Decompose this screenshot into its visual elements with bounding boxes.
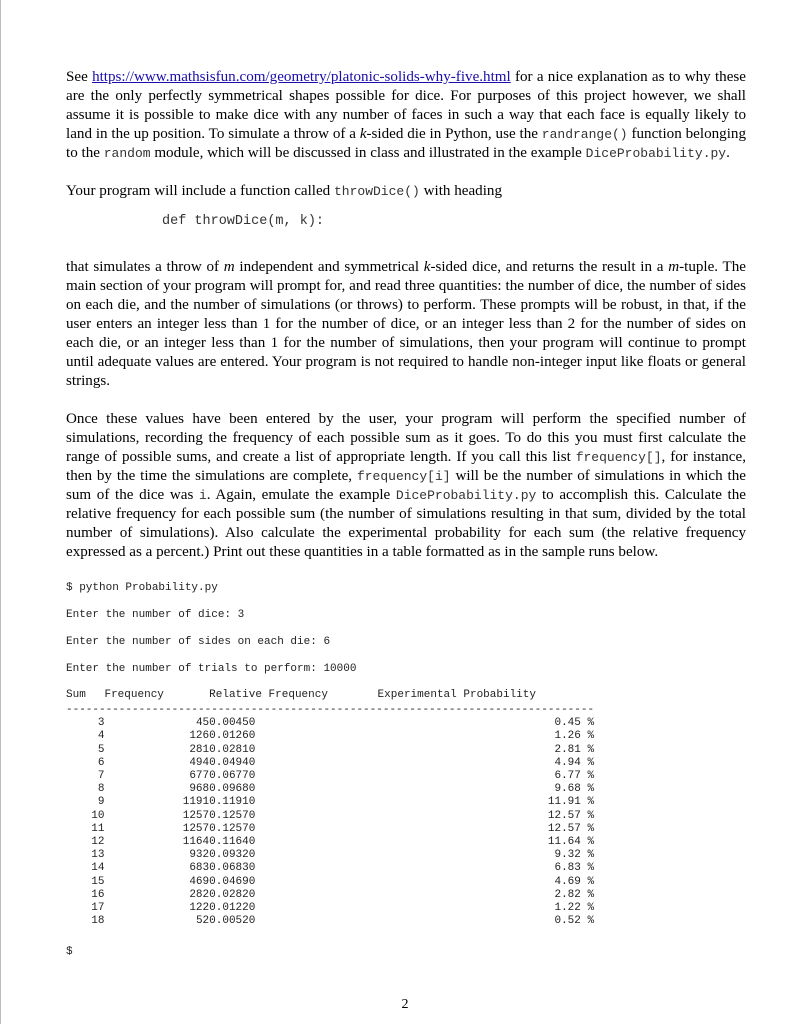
table-row [66, 717, 594, 730]
cell-experimental-probability: 9.68 % [554, 783, 595, 796]
cell-sum: 18 [91, 915, 105, 928]
header-sum: Sum [66, 689, 86, 701]
cell-relative-frequency: 0.01220 [209, 901, 256, 914]
sample-run-output [66, 581, 746, 958]
cell-sum: 7 [97, 770, 105, 783]
cell-experimental-probability: 11.64 % [547, 835, 595, 848]
cell-experimental-probability: 6.77 % [554, 770, 595, 783]
cell-relative-frequency: 0.06830 [209, 862, 256, 875]
header-frequency: Frequency [104, 689, 164, 701]
cell-frequency: 122 [189, 901, 210, 914]
shell-prompt: $ [66, 946, 73, 959]
table-row [66, 783, 594, 796]
table-row [66, 862, 594, 875]
cell-experimental-probability: 4.69 % [554, 875, 595, 888]
inline-code: random [103, 146, 151, 161]
header-experimental-probability: Experimental Probability [377, 689, 536, 701]
page-number: 2 [401, 997, 409, 1012]
cell-experimental-probability: 0.52 % [554, 915, 595, 928]
cell-relative-frequency: 0.02810 [209, 743, 256, 756]
prompt-dice: Enter the number of dice: 3 [66, 609, 245, 621]
inline-code: DiceProbability.py [585, 146, 727, 161]
table-header-row [66, 688, 594, 704]
cell-frequency: 494 [189, 756, 210, 769]
cell-frequency: 1191 [182, 796, 210, 809]
cell-frequency: 1164 [182, 835, 210, 848]
platonic-solids-link[interactable]: https://www.mathsisfun.com/geometry/platonic-solids-why-five.html [92, 69, 511, 85]
table-row [66, 915, 594, 928]
cell-relative-frequency: 0.06770 [209, 770, 256, 783]
paragraph-frequency: Once these values have been entered by the user, your program will perform the specified number of simulations, recording the frequency of each possible sum as it goes. To do this you must first calculate the range of possible sums, and create a list of appropriate length. If you call this list frequency[], for instance, then by the time the simulations are complete, frequency[i] will be the number of simulations in which the sum of the dice was i. Again, emulate the example DiceProbability.py to accomplish this. Calculate the relative frequency for each possible sum (the number of simulations resulting in that sum, divided by the total number of simulations). Also calculate the experimental probability for each sum (the relative frequency expressed as a percent.) Print out these quantities in a table formatted as in the sample runs below. [66, 411, 746, 560]
cell-experimental-probability: 1.26 % [554, 730, 595, 743]
cell-experimental-probability: 6.83 % [554, 862, 595, 875]
table-row [66, 875, 594, 888]
prompt-sides: Enter the number of sides on each die: 6 [66, 636, 331, 648]
inline-code: DiceProbability.py [395, 488, 537, 503]
cell-relative-frequency: 0.04690 [209, 875, 256, 888]
inline-code: i [198, 488, 207, 503]
cell-sum: 3 [97, 717, 105, 730]
table-row [66, 836, 594, 849]
cell-sum: 4 [97, 730, 105, 743]
cell-sum: 13 [91, 849, 105, 862]
cell-sum: 16 [91, 888, 105, 901]
cell-sum: 15 [91, 875, 105, 888]
results-body [66, 717, 594, 928]
cell-frequency: 1257 [182, 822, 210, 835]
cell-experimental-probability: 0.45 % [554, 717, 595, 730]
cell-frequency: 932 [189, 849, 210, 862]
table-row [66, 770, 594, 783]
cell-experimental-probability: 12.57 % [547, 822, 595, 835]
cell-frequency: 683 [189, 862, 210, 875]
cell-experimental-probability: 1.22 % [554, 901, 595, 914]
cell-sum: 11 [91, 822, 105, 835]
cell-relative-frequency: 0.01260 [209, 730, 256, 743]
cell-experimental-probability: 11.91 % [547, 796, 595, 809]
cell-experimental-probability: 9.32 % [554, 849, 595, 862]
cell-frequency: 968 [189, 783, 210, 796]
inline-code: frequency[i] [356, 469, 451, 484]
prompt-trials: Enter the number of trials to perform: 10000 [66, 663, 357, 675]
inline-code: randrange() [541, 127, 628, 142]
cell-experimental-probability: 4.94 % [554, 756, 595, 769]
cell-sum: 10 [91, 809, 105, 822]
cell-frequency: 677 [189, 770, 210, 783]
table-row [66, 849, 594, 862]
table-row [66, 889, 594, 902]
table-row [66, 730, 594, 743]
table-row [66, 757, 594, 770]
cell-sum: 9 [97, 796, 105, 809]
inline-code: frequency[] [575, 450, 662, 465]
table-row [66, 744, 594, 757]
table-row [66, 902, 594, 915]
table-row [66, 796, 594, 809]
cell-sum: 6 [97, 756, 105, 769]
cell-relative-frequency: 0.00520 [209, 915, 256, 928]
cell-sum: 8 [97, 783, 105, 796]
cell-relative-frequency: 0.09680 [209, 783, 256, 796]
table-row [66, 810, 594, 823]
cell-relative-frequency: 0.11640 [209, 835, 256, 848]
cell-relative-frequency: 0.11910 [209, 796, 256, 809]
cell-experimental-probability: 12.57 % [547, 809, 595, 822]
cell-relative-frequency: 0.02820 [209, 888, 256, 901]
table-row [66, 823, 594, 836]
cell-sum: 5 [97, 743, 105, 756]
cell-frequency: 45 [195, 717, 210, 730]
separator-row [66, 704, 594, 717]
cell-sum: 12 [91, 835, 105, 848]
cell-frequency: 1257 [182, 809, 210, 822]
cell-sum: 17 [91, 901, 105, 914]
inline-code: throwDice() [334, 184, 420, 199]
separator-line: -------------------------------------------------------------------------------- [66, 704, 595, 717]
cell-experimental-probability: 2.81 % [554, 743, 595, 756]
cell-frequency: 469 [189, 875, 210, 888]
paragraph-intro: See https://www.mathsisfun.com/geometry/platonic-solids-why-five.html for a nice explanation as to why these are the only perfectly symmetrical shapes possible for dice. For purposes of this project however, we shall assume it is possible to make dice with any number of faces in such a way that each face is equally likely to land in the up position. To simulate a throw of a k-sided die in Python, use the randrange() function belonging to the random module, which will be discussed in class and illustrated in the example DiceProbability.py. [66, 69, 746, 161]
paragraph-simulation: that simulates a throw of m independent and symmetrical k-sided dice, and returns the result in a m-tuple. The main section of your program will prompt for, and read three quantities: the number of dice, the number of sides on each die, and the number of simulations (or throws) to perform. These prompts will be robust, in that, if the user enters an integer less than 1 for the number of dice, or an integer less than 2 for the number of sides on each die, or an integer less than 1 for the number of simulations, then your program will continue to prompt until adequate values are entered. Your program is not required to handle non-integer input like floats or general strings. [66, 259, 746, 389]
function-heading-code: def throwDice(m, k): [162, 214, 325, 229]
cell-relative-frequency: 0.04940 [209, 756, 256, 769]
results-table [66, 688, 594, 928]
cell-experimental-probability: 2.82 % [554, 888, 595, 901]
cell-relative-frequency: 0.00450 [209, 717, 256, 730]
cell-sum: 14 [91, 862, 105, 875]
cell-frequency: 52 [195, 915, 210, 928]
cell-frequency: 126 [189, 730, 210, 743]
cell-relative-frequency: 0.12570 [209, 809, 256, 822]
page-left-border [0, 0, 1, 1024]
paragraph-function: Your program will include a function called throwDice() with heading [66, 183, 502, 199]
document-page [66, 68, 746, 958]
cell-frequency: 282 [189, 888, 210, 901]
cell-frequency: 281 [189, 743, 210, 756]
command-line: $ python Probability.py [66, 582, 218, 594]
cell-relative-frequency: 0.12570 [209, 822, 256, 835]
cell-relative-frequency: 0.09320 [209, 849, 256, 862]
header-relative-frequency: Relative Frequency [209, 689, 328, 701]
